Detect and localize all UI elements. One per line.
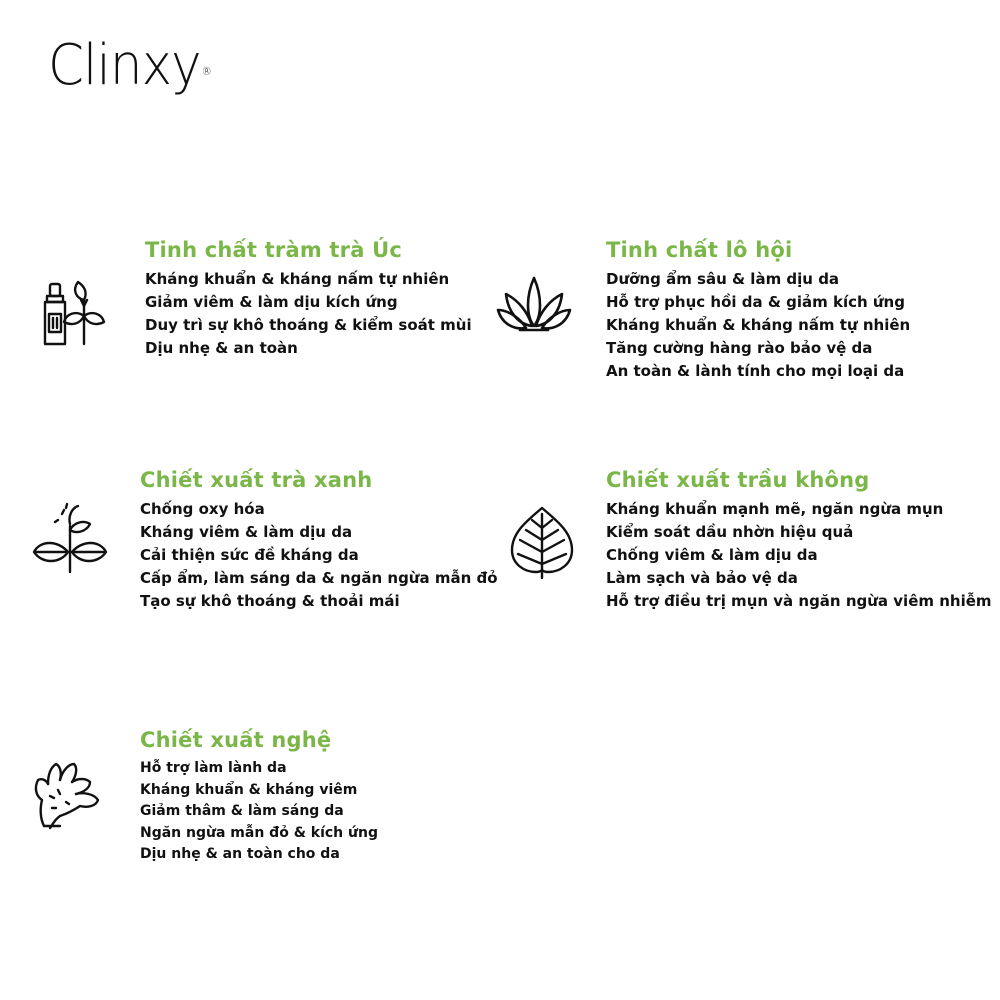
list-item: Chống oxy hóa xyxy=(140,500,265,518)
aloe-vera-section xyxy=(606,238,910,383)
list-item: Tăng cường hàng rào bảo vệ da xyxy=(606,339,873,357)
list-item: Làm sạch và bảo vệ da xyxy=(606,569,798,587)
list-item: Kháng khuẩn & kháng viêm xyxy=(140,781,358,798)
turmeric-root-icon xyxy=(30,756,106,832)
green-tea-section xyxy=(140,468,498,613)
aloe-vera-icon xyxy=(496,264,572,340)
betel-leaf-section xyxy=(606,468,992,613)
benefit-list xyxy=(140,498,498,613)
list-item: Hỗ trợ phục hồi da & giảm kích ứng xyxy=(606,293,905,311)
list-item: Kháng khuẩn mạnh mẽ, ngăn ngừa mụn xyxy=(606,500,944,518)
list-item: Chống viêm & làm dịu da xyxy=(606,546,818,564)
section-title: Tinh chất lô hội xyxy=(606,238,793,262)
registered-mark: ® xyxy=(201,65,212,78)
benefit-list xyxy=(606,498,992,613)
turmeric-section xyxy=(140,728,378,866)
benefit-list xyxy=(145,268,472,360)
section-title: Chiết xuất trầu không xyxy=(606,468,870,492)
list-item: Kháng khuẩn & kháng nấm tự nhiên xyxy=(606,316,911,334)
brand-name: Clinxy xyxy=(48,33,201,98)
list-item: Kiểm soát dầu nhờn hiệu quả xyxy=(606,523,854,541)
section-title: Tinh chất tràm trà Úc xyxy=(145,238,402,262)
essential-oil-bottle-icon xyxy=(36,276,112,352)
list-item: Kháng viêm & làm dịu da xyxy=(140,523,353,541)
list-item: An toàn & lành tính cho mọi loại da xyxy=(606,362,905,380)
list-item: Ngăn ngừa mẫn đỏ & kích ứng xyxy=(140,824,378,841)
section-title: Chiết xuất nghệ xyxy=(140,728,332,752)
section-title: Chiết xuất trà xanh xyxy=(140,468,373,492)
list-item: Dịu nhẹ & an toàn xyxy=(145,339,298,357)
list-item: Giảm viêm & làm dịu kích ứng xyxy=(145,293,398,311)
list-item: Giảm thâm & làm sáng da xyxy=(140,803,344,819)
list-item: Hỗ trợ điều trị mụn và ngăn ngừa viêm nhiễm xyxy=(606,592,992,610)
list-item: Cấp ẩm, làm sáng da & ngăn ngừa mẫn đỏ xyxy=(140,569,498,587)
list-item: Tạo sự khô thoáng & thoải mái xyxy=(140,592,400,610)
benefit-list xyxy=(140,758,378,866)
green-tea-leaves-icon xyxy=(32,500,108,576)
list-item: Kháng khuẩn & kháng nấm tự nhiên xyxy=(145,270,450,288)
tea-tree-section xyxy=(145,238,472,360)
list-item: Dịu nhẹ & an toàn cho da xyxy=(140,846,340,862)
list-item: Cải thiện sức đề kháng da xyxy=(140,546,359,564)
list-item: Hỗ trợ làm lành da xyxy=(140,760,287,776)
betel-leaf-icon xyxy=(504,504,580,580)
list-item: Duy trì sự khô thoáng & kiểm soát mùi xyxy=(145,316,472,334)
brand-logo xyxy=(48,33,212,98)
benefit-list xyxy=(606,268,910,383)
list-item: Dưỡng ẩm sâu & làm dịu da xyxy=(606,270,840,288)
